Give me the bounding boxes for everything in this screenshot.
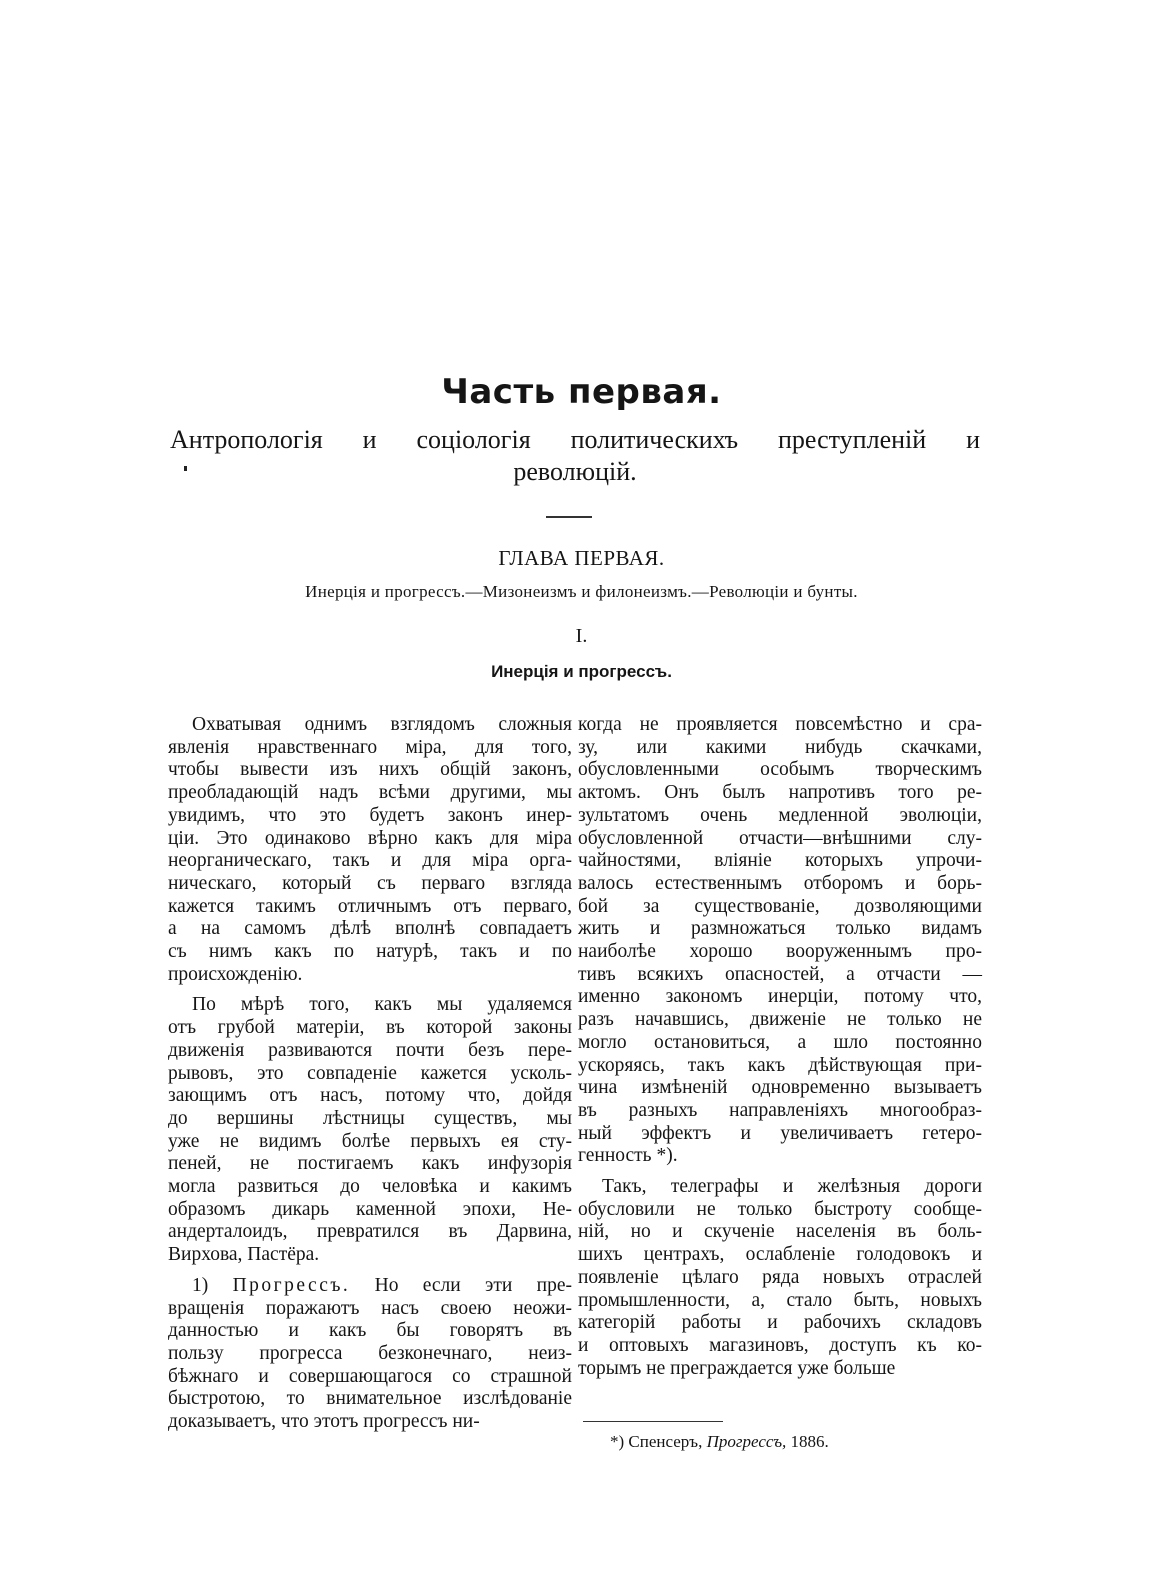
footnote-rule <box>583 1421 723 1422</box>
section-title: Инерція и прогрессъ. <box>491 662 672 681</box>
text-line: ціи. Это одинаково вѣрно какъ для міра <box>168 827 572 849</box>
text-line: разъ начавшись, движеніе не только не <box>578 1009 982 1031</box>
paragraph <box>168 994 572 1266</box>
section-number: I. <box>575 625 588 647</box>
text-line: ній, но и скученіе населенія въ боль- <box>578 1221 982 1243</box>
text-line: тивъ всякихъ опасностей, а отчасти — <box>578 963 982 985</box>
text-line: ускоряясь, такъ какъ дѣйствующая при- <box>578 1054 982 1076</box>
text-line: быстротою, то внимательное изслѣдованіе <box>168 1388 572 1410</box>
text-line: бой за существованіе, дозволяющими <box>578 895 982 917</box>
text-line: зультатомъ очень медленной эволюціи, <box>578 804 982 826</box>
paragraph <box>168 714 572 986</box>
text-line: чайностями, вліяніе которыхъ упрочи- <box>578 850 982 872</box>
footnote-title: Прогрессъ, <box>706 1432 787 1451</box>
text-line: и оптовыхъ магазиновъ, доступъ къ ко- <box>578 1334 982 1356</box>
text-line: уже не видимъ болѣе первыхъ ея сту- <box>168 1130 572 1152</box>
text-line: генность *). <box>578 1145 678 1167</box>
text-line: зу, или какими нибудь скачками, <box>578 736 982 758</box>
text-line: Охватывая однимъ взглядомъ сложныя <box>192 714 572 735</box>
subtitle-word: политическихъ <box>570 425 739 454</box>
text-line: зающимъ отъ насъ, потому что, дойдя <box>168 1085 572 1107</box>
subtitle-word: Антропологія <box>170 425 323 454</box>
text-line: неорганическаго, такъ и для міра орга- <box>168 850 572 872</box>
separator-rule <box>546 516 592 518</box>
text-line: торымъ не преграждается уже больше <box>578 1357 896 1379</box>
text-line: 1) Прогрессъ. Но если эти пре- <box>192 1274 572 1296</box>
text-line: чина измѣненій одновременно вызываетъ <box>578 1077 982 1099</box>
text-line: именно закономъ инерціи, потому что, <box>578 986 982 1008</box>
text-line: преобладающій надъ всѣми другими, мы <box>168 782 572 804</box>
text-line: образомъ дикарь каменной эпохи, Не- <box>168 1198 572 1220</box>
text-line: кажется такимъ отличнымъ отъ перваго, <box>168 895 572 917</box>
text-line: бѣжнаго и совершающагося со страшной <box>168 1365 572 1387</box>
text-line: пользу прогресса безконечнаго, неиз- <box>168 1342 572 1364</box>
text-line: валось естественнымъ отборомъ и борь- <box>578 872 982 894</box>
text-line: отъ грубой матеріи, въ которой законы <box>168 1017 572 1039</box>
text-line: въ разныхъ направленіяхъ многообраз- <box>578 1099 982 1121</box>
text-line: шихъ центрахъ, ослабленіе голодовокъ и <box>578 1244 982 1266</box>
text-line: движенія развиваются почти безъ пере- <box>168 1039 572 1061</box>
subtitle-word: и <box>966 425 980 454</box>
text-line: могла развиться до человѣка и какимъ <box>168 1176 572 1198</box>
subtitle-line-2: революцій. <box>513 457 637 486</box>
text-line: вращенія поражаютъ насъ своею неожи- <box>168 1297 572 1319</box>
text-line: Вирхова, Пастёра. <box>168 1244 320 1266</box>
paragraph <box>168 1275 572 1434</box>
footnote <box>610 1432 970 1452</box>
text-line: наиболѣе хорошо вооруженнымъ про- <box>578 941 982 963</box>
text-line: обусловленными особымъ творческимъ <box>578 759 982 781</box>
chapter-description: Инерція и прогрессъ.—Мизонеизмъ и филонеизмъ.—Революціи и бунты. <box>305 582 858 601</box>
paragraph <box>578 714 982 1168</box>
text-line: По мѣрѣ того, какъ мы удаляемся <box>192 994 572 1016</box>
text-line: обусловили не только быстроту сообще- <box>578 1198 982 1220</box>
footnote-marker: *) Спенсеръ, <box>610 1432 707 1451</box>
text-line: рывовъ, это совпаденіе кажется усколь- <box>168 1062 572 1084</box>
subtitle-word: и <box>362 425 377 454</box>
text-line: Такъ, телеграфы и желѣзныя дороги <box>602 1176 982 1198</box>
text-line: данностью и какъ бы говорятъ въ <box>168 1320 572 1342</box>
part-subtitle <box>170 424 980 488</box>
subtitle-word: соціологія <box>416 425 531 454</box>
text-line: съ нимъ какъ по натурѣ, такъ и по <box>168 941 572 963</box>
print-speck <box>184 466 187 471</box>
text-line: категорій работы и рабочихъ складовъ <box>578 1312 982 1334</box>
subtitle-line-1 <box>170 424 980 456</box>
text-line: чтобы вывести изъ нихъ общій законъ, <box>168 759 572 781</box>
text-line: ный эффектъ и увеличиваетъ гетеро- <box>578 1122 982 1144</box>
left-column <box>168 714 572 1442</box>
text-line: андерталоидъ, превратился въ Дарвина, <box>168 1221 572 1243</box>
part-title: Часть первая. <box>441 372 722 412</box>
text-line: до вершины лѣстницы существъ, мы <box>168 1107 572 1129</box>
text-line: а на самомъ дѣлѣ вполнѣ совпадаетъ <box>168 918 572 940</box>
right-column <box>578 714 982 1388</box>
text-line: происхожденію. <box>168 963 303 985</box>
paragraph <box>578 1176 982 1380</box>
text-line: жить и размножаться только видамъ <box>578 918 982 940</box>
footnote-year: 1886. <box>786 1432 829 1451</box>
subtitle-word: преступленій <box>778 425 927 454</box>
text-line: доказываетъ, что этотъ прогрессъ ни- <box>168 1411 480 1433</box>
text-line: актомъ. Онъ былъ напротивъ того ре- <box>578 782 982 804</box>
chapter-heading: ГЛАВА ПЕРВАЯ. <box>498 546 665 570</box>
text-line: могло остановиться, а шло постоянно <box>578 1031 982 1053</box>
text-line: когда не проявляется повсемѣстно и сра- <box>578 714 982 735</box>
text-line: промышленности, а, стало быть, новыхъ <box>578 1289 982 1311</box>
text-line: явленія нравственнаго міра, для того, <box>168 736 572 758</box>
text-line: увидимъ, что это будетъ законъ инер- <box>168 804 572 826</box>
text-line: пеней, не постигаемъ какъ инфузорія <box>168 1153 572 1175</box>
text-line: обусловленной отчасти—внѣшними слу- <box>578 827 982 849</box>
text-line: ническаго, который съ перваго взгляда <box>168 872 572 894</box>
text-line: появленіе цѣлаго ряда новыхъ отраслей <box>578 1266 982 1288</box>
